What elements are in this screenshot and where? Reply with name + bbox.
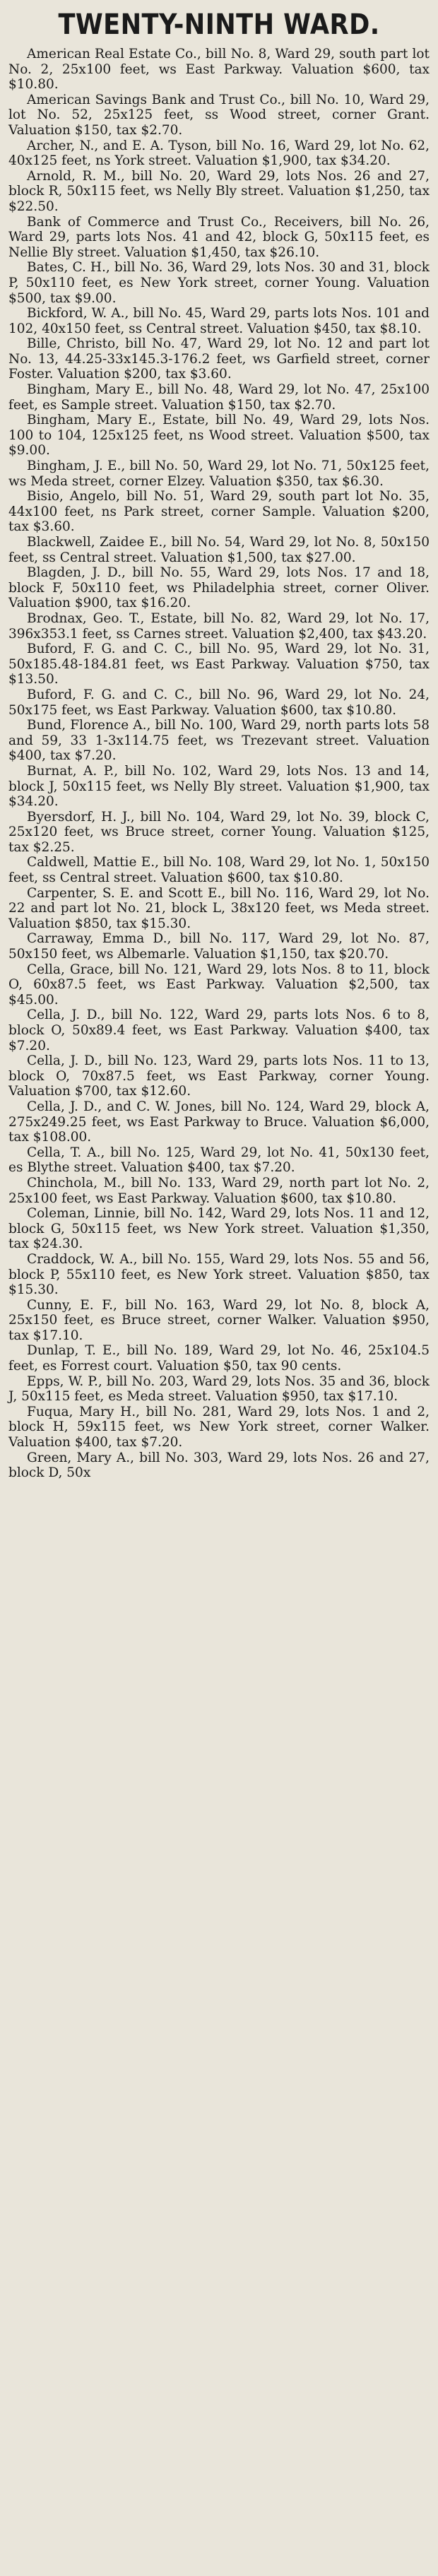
tax-entry: Bank of Commerce and Trust Co., Receivers, bill No. 26, Ward 29, parts lots Nos. 41 and 42, block G, 50x115 feet, es Nellie Bly street. Valuation $1,450, tax $26.10.: [8, 214, 430, 260]
tax-entry: Epps, W. P., bill No. 203, Ward 29, lots Nos. 35 and 36, block J, 50x115 feet, es Meda street. Valuation $950, tax $17.10.: [8, 1373, 430, 1405]
page-title: TWENTY-NINTH WARD.: [58, 8, 380, 41]
tax-entry: Blackwell, Zaidee E., bill No. 54, Ward 29, lot No. 8, 50x150 feet, ss Central street. Valuation $1,500, tax $27.00.: [8, 535, 430, 565]
tax-entry: Cella, J. D., bill No. 123, Ward 29, parts lots Nos. 11 to 13, block O, 70x87.5 feet, ws East Parkway, corner Young. Valuation $700, tax $12.60.: [8, 1053, 430, 1099]
tax-entry: Dunlap, T. E., bill No. 189, Ward 29, lot No. 46, 25x104.5 feet, es Forrest court. Valuation $50, tax 90 cents.: [8, 1343, 430, 1374]
tax-entry: Bingham, J. E., bill No. 50, Ward 29, lot No. 71, 50x125 feet, ws Meda street, corner Elzey. Valuation $350, tax $6.30.: [8, 459, 430, 489]
tax-entry: Arnold, R. M., bill No. 20, Ward 29, lots Nos. 26 and 27, block R, 50x115 feet, ws Nelly Bly street. Valuation $1,250, tax $22.50.: [8, 168, 430, 214]
tax-entry: Coleman, Linnie, bill No. 142, Ward 29, lots Nos. 11 and 12, block G, 50x115 feet, ws New York street. Valuation $1,350, tax $24.30.: [8, 1206, 430, 1252]
tax-entry: American Real Estate Co., bill No. 8, Ward 29, south part lot No. 2, 25x100 feet, ws East Parkway. Valuation $600, tax $10.80.: [8, 47, 430, 93]
tax-entry: Burnat, A. P., bill No. 102, Ward 29, lots Nos. 13 and 14, block J, 50x115 feet, ws Nelly Bly street. Valuation $1,900, tax $34.20.: [8, 763, 430, 810]
tax-entry: Blagden, J. D., bill No. 55, Ward 29, lots Nos. 17 and 18, block F, 50x110 feet, ws Philadelphia street, corner Oliver. Valuation $900, tax $16.20.: [8, 565, 430, 611]
tax-entry: Buford, F. G. and C. C., bill No. 96, Ward 29, lot No. 24, 50x175 feet, ws East Parkway. Valuation $600, tax $10.80.: [8, 687, 430, 718]
tax-entry: Cella, T. A., bill No. 125, Ward 29, lot No. 41, 50x130 feet, es Blythe street. Valuation $400, tax $7.20.: [8, 1145, 430, 1176]
tax-entry: Byersdorf, H. J., bill No. 104, Ward 29, lot No. 39, block C, 25x120 feet, ws Bruce street, corner Young. Valuation $125, tax $2.25.: [8, 809, 430, 855]
tax-entry: Fuqua, Mary H., bill No. 281, Ward 29, lots Nos. 1 and 2, block H, 59x115 feet, ws New York street, corner Walker. Valuation $400, tax $7.20.: [8, 1404, 430, 1451]
tax-entry: Bates, C. H., bill No. 36, Ward 29, lots Nos. 30 and 31, block P, 50x110 feet, es New York street, corner Young. Valuation $500, tax $9.00.: [8, 260, 430, 306]
tax-entry: American Savings Bank and Trust Co., bill No. 10, Ward 29, lot No. 52, 25x125 feet, ss Wood street, corner Grant. Valuation $150, tax $2.70.: [8, 92, 430, 138]
tax-entry: Bille, Christo, bill No. 47, Ward 29, lot No. 12 and part lot No. 13, 44.25-33x145.3-176.2 feet, ws Garfield street, corner Foster. Valuation $200, tax $3.60.: [8, 336, 430, 382]
tax-entry: Bickford, W. A., bill No. 45, Ward 29, parts lots Nos. 101 and 102, 40x150 feet, ss Central street. Valuation $450, tax $8.10.: [8, 306, 430, 336]
tax-entry: Carraway, Emma D., bill No. 117, Ward 29, lot No. 87, 50x150 feet, ws Albemarle. Valuation $1,150, tax $20.70.: [8, 931, 430, 962]
tax-entry: Buford, F. G. and C. C., bill No. 95, Ward 29, lot No. 31, 50x185.48-184.81 feet, ws East Parkway. Valuation $750, tax $13.50.: [8, 642, 430, 687]
tax-entry: Cunny, E. F., bill No. 163, Ward 29, lot No. 8, block A, 25x150 feet, es Bruce street, corner Walker. Valuation $950, tax $17.10.: [8, 1297, 430, 1343]
tax-entry: Carpenter, S. E. and Scott E., bill No. 116, Ward 29, lot No. 22 and part lot No. 21, block L, 38x120 feet, ws Meda street. Valuation $850, tax $15.30.: [8, 885, 430, 931]
tax-entry: Green, Mary A., bill No. 303, Ward 29, lots Nos. 26 and 27, block D, 50x: [8, 1450, 430, 1481]
tax-entry: Bingham, Mary E., bill No. 48, Ward 29, lot No. 47, 25x100 feet, es Sample street. Valuation $150, tax $2.70.: [8, 382, 430, 413]
tax-entry: Cella, Grace, bill No. 121, Ward 29, lots Nos. 8 to 11, block O, 60x87.5 feet, ws East Parkway. Valuation $2,500, tax $45.00.: [8, 962, 430, 1008]
tax-entry: Caldwell, Mattie E., bill No. 108, Ward 29, lot No. 1, 50x150 feet, ss Central street. Valuation $600, tax $10.80.: [8, 855, 430, 886]
tax-entry: Archer, N., and E. A. Tyson, bill No. 16, Ward 29, lot No. 62, 40x125 feet, ns York street. Valuation $1,900, tax $34.20.: [8, 138, 430, 169]
tax-entry: Chinchola, M., bill No. 133, Ward 29, north part lot No. 2, 25x100 feet, ws East Parkway. Valuation $600, tax $10.80.: [8, 1175, 430, 1206]
tax-entry: Bisio, Angelo, bill No. 51, Ward 29, south part lot No. 35, 44x100 feet, ns Park street, corner Sample. Valuation $200, tax $3.60.: [8, 489, 430, 535]
tax-entry: Cella, J. D., bill No. 122, Ward 29, parts lots Nos. 6 to 8, block O, 50x89.4 feet, ws East Parkway. Valuation $400, tax $7.20.: [8, 1008, 430, 1053]
tax-entry: Craddock, W. A., bill No. 155, Ward 29, lots Nos. 55 and 56, block P, 55x110 feet, es New York street. Valuation $850, tax $15.30.: [8, 1251, 430, 1298]
tax-entry: Brodnax, Geo. T., Estate, bill No. 82, Ward 29, lot No. 17, 396x353.1 feet, ss Carnes street. Valuation $2,400, tax $43.20.: [8, 610, 430, 642]
tax-entry: Cella, J. D., and C. W. Jones, bill No. 124, Ward 29, block A, 275x249.25 feet, ws East Parkway to Bruce. Valuation $6,000, tax $108.00.: [8, 1099, 430, 1145]
tax-list: [8, 47, 430, 1481]
tax-entry: Bingham, Mary E., Estate, bill No. 49, Ward 29, lots Nos. 100 to 104, 125x125 feet, ns Wood street. Valuation $500, tax $9.00.: [8, 413, 430, 459]
tax-entry: Bund, Florence A., bill No. 100, Ward 29, north parts lots 58 and 59, 33 1-3x114.75 feet, ws Trezevant street. Valuation $400, tax $7.20.: [8, 718, 430, 764]
